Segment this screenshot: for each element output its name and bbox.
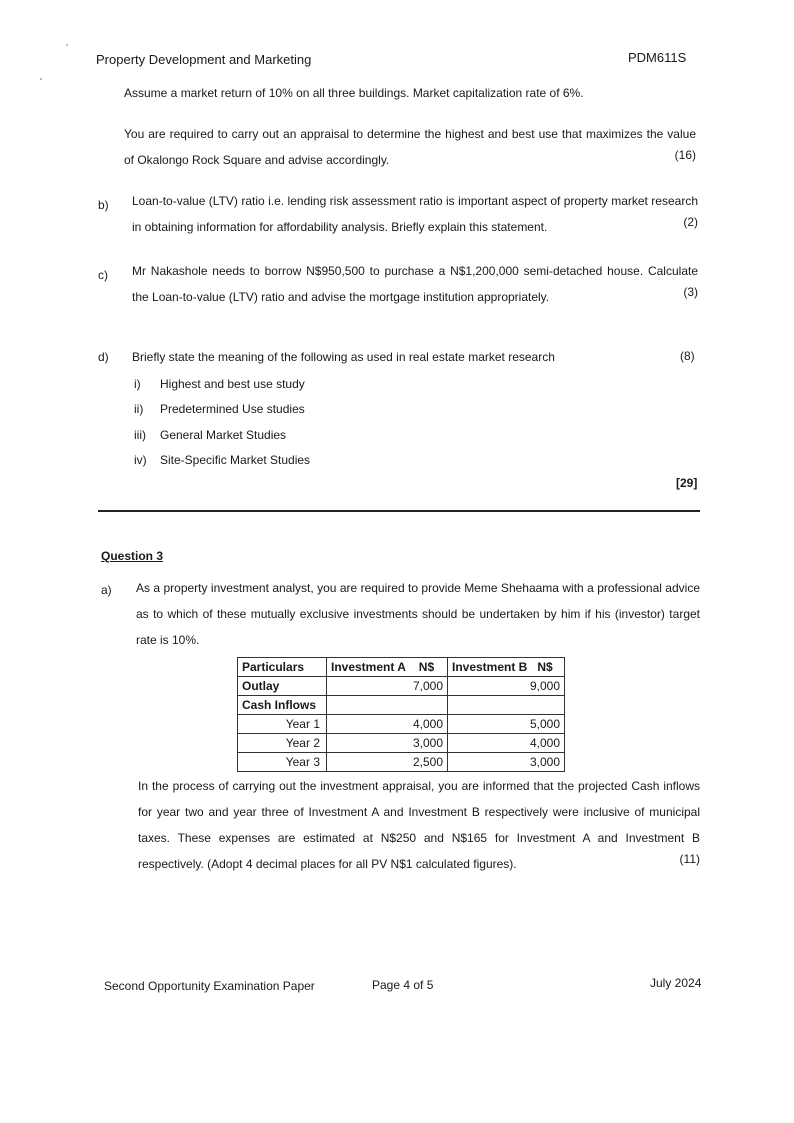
table-row: [238, 734, 565, 753]
table-row: [238, 753, 565, 772]
list-item-number: iii): [134, 428, 146, 442]
table-cell: 3,000: [327, 734, 448, 753]
footer-date: July 2024: [650, 976, 702, 990]
table-cell: 3,000: [448, 753, 565, 772]
question-total-marks: [29]: [676, 476, 698, 490]
question-3-title: Question 3: [101, 549, 164, 563]
table-cell: [327, 696, 448, 715]
list-item-text: Site-Specific Market Studies: [160, 453, 311, 467]
question-b-marks: (2): [683, 215, 698, 229]
table-row: [238, 696, 565, 715]
section-divider: [98, 510, 700, 512]
footer-page-number: Page 4 of 5: [372, 978, 434, 992]
list-item: [134, 402, 305, 416]
course-title: Property Development and Marketing: [96, 52, 312, 67]
table-cell: Outlay: [238, 677, 327, 696]
scan-speck: [66, 44, 68, 46]
intro-block: [124, 121, 696, 173]
list-item: [134, 453, 310, 467]
list-item-number: iv): [134, 453, 147, 467]
list-item-number: i): [134, 377, 141, 391]
followup-marks: (11): [679, 852, 700, 866]
list-item: [134, 377, 305, 391]
question-3a-followup: [138, 773, 700, 877]
list-item-number: ii): [134, 402, 144, 416]
intro-line: Assume a market return of 10% on all three buildings. Market capitalization rate of 6%.: [124, 86, 584, 100]
table-row: [238, 715, 565, 734]
scan-speck: [40, 78, 42, 80]
intro-marks: (16): [674, 148, 696, 162]
table-row: [238, 677, 565, 696]
question-3a-label: a): [101, 583, 112, 597]
question-b-label: b): [98, 198, 109, 212]
table-header: Particulars: [238, 658, 327, 677]
footer-exam-label: Second Opportunity Examination Paper: [104, 979, 315, 993]
table-cell: 4,000: [327, 715, 448, 734]
table-cell: [448, 696, 565, 715]
table-cell: Year 1: [238, 715, 327, 734]
intro-paragraph: [124, 121, 696, 173]
question-d-marks: (8): [680, 349, 695, 363]
followup-text: In the process of carrying out the investment appraisal, you are informed that the projected Cash inflows for year two and year three of Investment A and Investment B respectively were inclusive of municipal taxes. These expenses are estimated at N$250 and N$165 for Investment A and Investment B respectively. (Adopt 4 decimal places for all PV N$1 calculated figures).: [138, 779, 700, 871]
table-cell: 2,500: [327, 753, 448, 772]
list-item-text: General Market Studies: [160, 428, 287, 442]
question-c-text: Mr Nakashole needs to borrow N$950,500 to purchase a N$1,200,000 semi-detached house. Calculate the Loan-to-value (LTV) ratio and advise the mortgage institution appropriately.: [132, 264, 698, 304]
list-item-text: Highest and best use study: [160, 377, 305, 391]
question-c-label: c): [98, 268, 108, 282]
course-code: PDM611S: [628, 50, 687, 65]
question-3a: [136, 575, 700, 653]
table-cell: Cash Inflows: [238, 696, 327, 715]
question-3a-text: As a property investment analyst, you are required to provide Meme Shehaama with a professional advice as to which of these mutually exclusive investments should be undertaken by him if his (investor) target rate is 10%.: [136, 581, 700, 647]
table-cell: Year 2: [238, 734, 327, 753]
table-cell: 9,000: [448, 677, 565, 696]
question-b-text: Loan-to-value (LTV) ratio i.e. lending risk assessment ratio is important aspect of property market research in obtaining information for affordability analysis. Briefly explain this statement.: [132, 194, 698, 234]
table-header: Investment A N$: [327, 658, 448, 677]
question-d-text: Briefly state the meaning of the following as used in real estate market research: [132, 350, 555, 364]
list-item: [134, 428, 286, 442]
list-item-text: Predetermined Use studies: [160, 402, 305, 416]
table-cell: 5,000: [448, 715, 565, 734]
intro-text: You are required to carry out an appraisal to determine the highest and best use that maximizes the value of Okalongo Rock Square and advise accordingly.: [124, 127, 696, 167]
table-header: Investment B N$: [448, 658, 565, 677]
question-c: [132, 258, 698, 310]
question-c-marks: (3): [683, 285, 698, 299]
question-d-label: d): [98, 350, 109, 364]
table-cell: Year 3: [238, 753, 327, 772]
table-cell: 4,000: [448, 734, 565, 753]
table-cell: 7,000: [327, 677, 448, 696]
investment-table: [237, 657, 565, 772]
question-b: [132, 188, 698, 240]
